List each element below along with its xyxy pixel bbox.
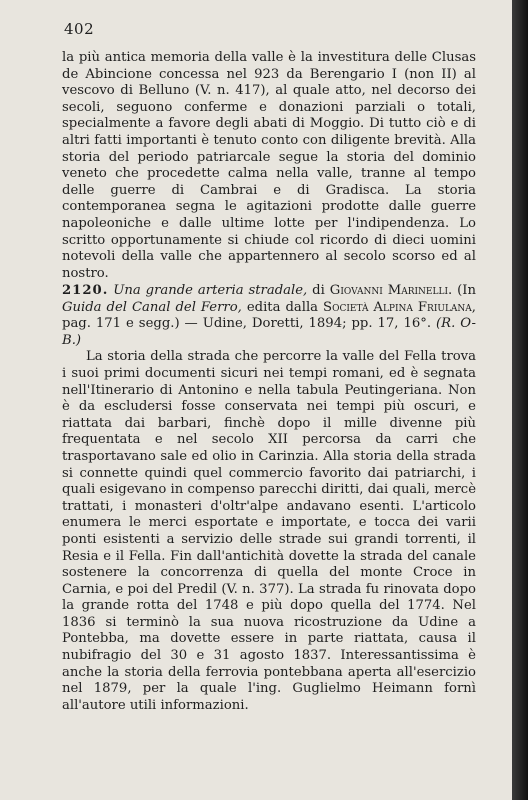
- entry-body: La storia della strada che percorre la valle del Fella trova i suoi primi documenti sicuri nei tempi romani, ed è segnata nell'Itinerario di Antonino e nella tabula Peutingeriana. Non è da escludersi fosse conservata nei tempi più oscuri, e riattata dai barbari, finchè dopo il mille divenne più frequentata e nel secolo XII percorsa da carri che trasportavano sale ed olio in Carinzia. Alla storia della strada si connette quindi quel commercio favorito dai patriarchi, i quali esigevano in compenso parecchi diritti, dai quali, mercè trattati, i monasteri d'oltr'alpe andavano esenti. L'articolo enumera le merci esportate e importate, e tocca dei varii ponti esistenti a servizio delle strade sui grandi torrenti, il Resia e il Fella. Fin dall'antichità dovette la strada del canale sostenere la concorrenza di quella del monte Croce in Carnia, e poi del Predil (V. n. 377). La strada fu rinovata dopo la grande rotta del 1748 e più dopo quella del 1774. Nel 1836 si terminò la sua nuova ricostruzione da Udine a Pontebba, ma dovette essere in parte riattata, causa il nubifragio del 30 e 31 agosto 1837. Interessantissima è anche la storia della ferrovia pontebbana aperta all'esercizio nel 1879, per la quale l'ing. Guglielmo Heimann fornì all'autore utili informazioni.: [62, 349, 476, 713]
- page-edge-shadow: [512, 0, 528, 800]
- entry-publication: Guida del Canal del Ferro,: [62, 299, 242, 315]
- entry-publisher: Società Alpina Friulana,: [323, 299, 476, 315]
- entry-citation: [62, 283, 476, 349]
- bibliography-entry: [62, 283, 476, 714]
- entry-details: pag. 171 e segg.) — Udine, Doretti, 1894; pp. 17, 16°.: [62, 316, 432, 332]
- entry-author: Giovanni Marinelli.: [329, 283, 453, 298]
- intro-paragraph: la più antica memoria della valle è la investitura delle Clusas de Abincione concessa nel 923 da Berengario I (non II) al vescovo di Belluno (V. n. 417), al quale atto, nel decorso dei secoli, seguono conferme e donazioni parziali o totali, specialmente a favore degli abati di Moggio. Di tutto ciò e di altri fatti importanti è tenuto conto con diligente brevità. Alla storia del periodo patriarcale segue la storia del dominio veneto che procedette calma nella valle, tranne al tempo delle guerre di Cambrai e di Gradisca. La storia contemporanea segna le agitazioni prodotte dalle guerre napoleoniche e dalle ultime lotte per l'indipendenza. Lo scritto opportunamente si chiude col ricordo di dieci uomini notevoli della valle che appartennero al secolo scorso ed al nostro.: [62, 50, 476, 281]
- page-number: 402: [64, 20, 95, 38]
- publisher-prefix: edita dalla: [246, 299, 319, 315]
- entry-code: (R. O-B.): [62, 316, 476, 348]
- publication-prefix: (In: [457, 283, 476, 298]
- entry-title: Una grande arteria stradale,: [113, 283, 308, 298]
- author-prefix: di: [312, 283, 325, 298]
- entry-number: 2120.: [62, 283, 109, 298]
- intro-section: [62, 50, 476, 282]
